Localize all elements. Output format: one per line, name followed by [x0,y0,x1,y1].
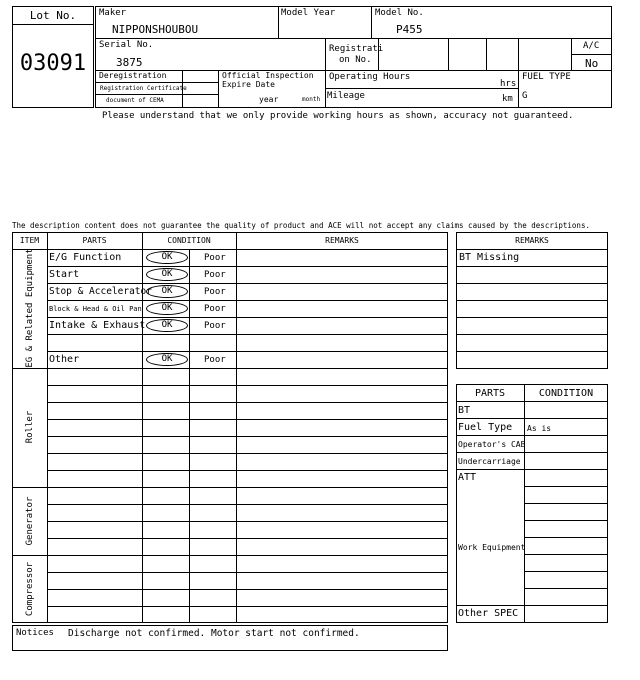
row-divider [456,418,608,419]
row-divider [47,436,448,437]
row-divider [47,470,448,471]
hrs-unit: hrs [500,79,517,89]
col-item-header: ITEM [19,236,40,245]
part-start: Start [49,269,80,280]
row-divider [524,503,608,504]
row-divider [47,521,448,522]
row-divider [456,452,608,453]
model-year-label: Model Year [281,8,336,18]
row-divider [456,266,608,267]
cond-part-att: ATT [458,472,477,483]
row-divider [456,469,608,470]
document-cema-label: document of CEMA [106,97,164,104]
disclaimer: The description content does not guarantee the quality of product and ACE will not accept any claims caused by the descriptions. [12,221,590,230]
col-remarks-header: REMARKS [325,236,359,245]
row-divider [47,606,448,607]
row-divider [456,249,608,250]
year-label: year [259,95,279,104]
row-divider [47,300,448,301]
section-compressor-label: Compressor [25,561,35,617]
row-divider [524,554,608,555]
mileage-label: Mileage [327,91,365,101]
inspection-label-1: Official Inspection [222,71,314,80]
inspection-label-2: Expire Date [222,80,275,89]
cond-part-bt: BT [458,405,471,416]
row-divider [524,486,608,487]
serial-value: 3875 [116,56,143,69]
row-divider [456,351,608,352]
lot-number: 03091 [19,51,87,76]
ok-mark: OK [146,285,188,298]
serial-label: Serial No. [99,40,154,50]
notices-label: Notices [16,628,54,638]
ok-mark: OK [146,353,188,366]
row-divider [456,605,608,606]
ok-mark: OK [146,302,188,315]
section-eg-label: EG & Related Equipment [25,248,35,368]
row-divider [47,266,448,267]
part-intake-exhaust: Intake & Exhaust [49,320,146,331]
maker-value: NIPPONSHOUBOU [112,23,199,36]
cond-col-parts-header: PARTS [474,388,506,399]
poor-label: Poor [204,253,226,263]
row-divider [47,419,448,420]
row-divider [47,453,448,454]
row-divider [456,283,608,284]
km-unit: km [502,94,513,104]
row-divider [456,317,608,318]
row-divider [456,401,608,402]
part-eg-function: E/G Function [49,252,122,263]
row-divider [524,588,608,589]
part-stop-accelerator: Stop & Accelerator [49,286,152,297]
row-divider [47,538,448,539]
section-roller-label: Roller [25,410,35,444]
poor-label: Poor [204,355,226,365]
row-divider [47,283,448,284]
cond-part-work-equipment: Work Equipment [458,543,526,552]
part-other: Other [49,354,80,365]
operating-hours-label: Operating Hours [329,72,411,82]
cond-value-fuel-type: As is [527,424,552,433]
cond-part-undercarriage: Undercarriage [458,457,521,466]
row-divider [47,385,448,386]
cond-part-other-spec: Other SPEC [458,608,519,619]
fuel-type-label: FUEL TYPE [522,72,571,82]
section-generator-label: Generator [25,496,35,546]
ac-label: A/C [583,41,600,51]
row-divider [47,589,448,590]
row-divider [456,435,608,436]
col-condition-header: CONDITION [167,236,211,245]
part-block-head-oil-pan: Block & Head & Oil Pan [49,305,142,313]
row-divider [524,571,608,572]
cond-part-fuel-type: Fuel Type [458,422,513,433]
row-divider [47,351,448,352]
ok-mark: OK [146,251,188,264]
row-divider [47,317,448,318]
notices-text: Discharge not confirmed. Motor start not confirmed. [68,628,360,639]
row-divider [47,402,448,403]
deregistration-label: Deregistration [99,71,167,80]
poor-label: Poor [204,287,226,297]
cond-col-condition-header: CONDITION [538,388,594,399]
model-no-value: P455 [396,23,423,36]
model-no-label: Model No. [375,8,424,18]
ok-mark: OK [146,319,188,332]
col-parts-header: PARTS [82,236,107,245]
registration-certificate-label: Registration Certificate [100,85,187,92]
poor-label: Poor [204,270,226,280]
lot-label: Lot No. [13,7,93,25]
month-label: month [302,96,321,103]
registration-label-2: on No. [339,55,372,65]
row-divider [47,504,448,505]
maker-label: Maker [99,8,127,18]
ac-value: No [585,57,599,70]
working-hours-notice: Please understand that we only provide working hours as shown, accuracy not guaranteed. [102,111,574,121]
lot-box [12,6,94,108]
ok-mark: OK [146,268,188,281]
row-divider [524,520,608,521]
cond-part-operators-cab: Operator's CAB [458,440,526,449]
row-divider [47,572,448,573]
remarks-first-line: BT Missing [459,252,520,263]
row-divider [456,334,608,335]
fuel-type-value: G [522,91,528,101]
row-divider [456,300,608,301]
remarks-box-header: REMARKS [515,236,549,245]
poor-label: Poor [204,304,226,314]
registration-label-1: Registrati [329,44,384,54]
poor-label: Poor [204,321,226,331]
row-divider [47,334,448,335]
row-divider [524,537,608,538]
